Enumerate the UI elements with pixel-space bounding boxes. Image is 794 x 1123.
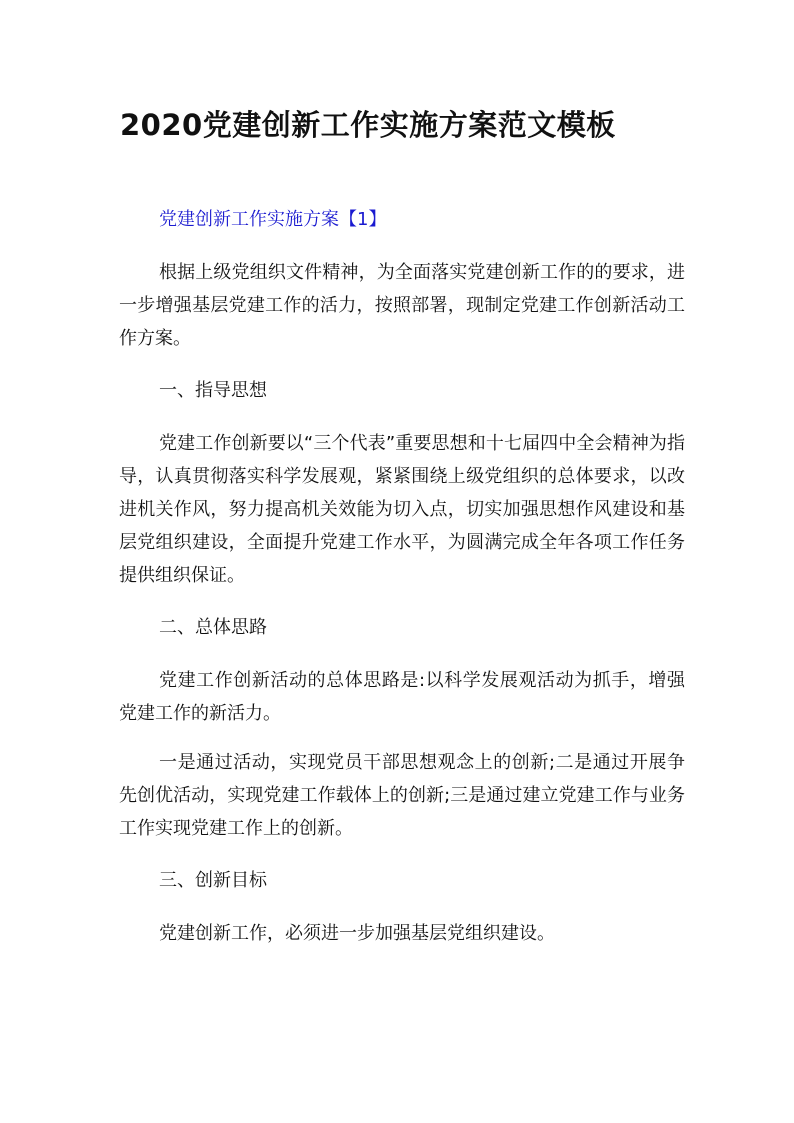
section-heading-guiding-ideology: 一、指导思想 [159,380,267,401]
innovation-goals-paragraph: 党建创新工作，必须进一步加强基层党组织建设。 [159,923,555,944]
section-heading-innovation-goals: 三、创新目标 [159,870,267,891]
section-heading-overall-approach: 二、总体思路 [159,617,267,638]
innovation-points-paragraph: 一是通过活动，实现党员干部思想观念上的创新;二是通过开展争先创优活动，实现党建工作载体上的创新;三是通过建立党建工作与业务工作实现党建工作上的创新。 [119,752,685,839]
intro-paragraph: 根据上级党组织文件精神，为全面落实党建创新工作的的要求，进一步增强基层党建工作的活力，按照部署，现制定党建工作创新活动工作方案。 [119,262,685,349]
document-body [119,200,685,966]
section-subtitle: 党建创新工作实施方案【1】 [159,209,387,230]
document-title: 2020党建创新工作实施方案范文模板 [120,108,616,142]
overall-approach-paragraph: 党建工作创新活动的总体思路是:以科学发展观活动为抓手，增强党建工作的新活力。 [119,670,685,724]
guiding-ideology-paragraph: 党建工作创新要以“三个代表”重要思想和十七届四中全会精神为指导，认真贯彻落实科学发展观，紧紧围绕上级党组织的总体要求，以改进机关作风，努力提高机关效能为切入点，切实加强思想作风建设和基层党组织建设，全面提升党建工作水平，为圆满完成全年各项工作任务提供组织保证。 [119,433,685,586]
